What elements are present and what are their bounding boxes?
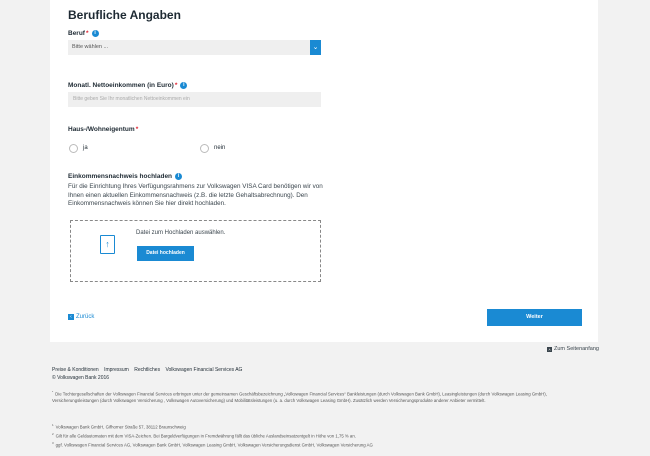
- footnote: $^1$ Volkswagen Bank GmbH, Gifhorner Straße 57, 38112 Braunschweig: [52, 423, 186, 430]
- footnote: $^3$ ggf. Volkswagen Financial Services AG, Volkswagen Bank GmbH, Volkswagen Leasing GmbH, Volkswagen Versicherungsdienst GmbH, Volkswagen Versicherung AG: [52, 441, 373, 448]
- einkommen-input[interactable]: Bitte geben Sie Ihr monatlichen Nettoeinkommen ein: [68, 92, 321, 107]
- footer-link[interactable]: Volkswagen Financial Services AG: [165, 367, 243, 373]
- drop-text: Datei zum Hochladen auswählen.: [136, 230, 226, 236]
- back-link[interactable]: ‹ Zurück: [68, 314, 94, 320]
- radio-ja[interactable]: [69, 144, 78, 153]
- next-button[interactable]: Weiter: [487, 309, 582, 326]
- footer-link[interactable]: Rechtliches: [134, 367, 161, 373]
- info-icon[interactable]: i: [92, 30, 99, 37]
- chevron-down-icon[interactable]: ⌄: [310, 40, 321, 55]
- file-upload-icon: ↑: [100, 235, 115, 254]
- footnote: * Die Tochtergesellschaften der Volkswagen Financial Services erbringen unter der gemeinsamen Geschäftsbezeichnung „Volkswagen Financial Services“ Bankleistungen (durch Volkswagen Bank GmbH), Leasingleistungen (durch Volkswagen Leasing GmbH), Versicherungsleistungen (durch Volkswagen Versicherung , Volkswagen Autoversicherung) und Mobilitätsleistungen (u. a. durch Volkswagen Leasing GmbH). Zusätzlich werden Versicherungsprodukte anderer Anbieter vermittelt.: [52, 390, 547, 404]
- info-icon[interactable]: i: [175, 173, 182, 180]
- radio-ja-label: ja: [83, 145, 88, 151]
- footer-link[interactable]: Preise & Konditionen: [52, 367, 99, 373]
- beruf-select[interactable]: Bitte wählen ... ⌄: [68, 40, 321, 55]
- to-top-link[interactable]: ˄ Zum Seitenanfang: [548, 346, 599, 352]
- nachweis-label: Einkommensnachweis hochladen i: [68, 173, 182, 180]
- footer-link[interactable]: Impressum: [104, 367, 129, 373]
- copyright: © Volkswagen Bank 2016: [52, 375, 110, 381]
- haus-label: Haus-/Wohneigentum *: [68, 126, 139, 133]
- arrow-left-icon: ‹: [68, 314, 74, 320]
- radio-nein-label: nein: [214, 145, 226, 151]
- page-title: Berufliche Angaben: [68, 8, 181, 22]
- beruf-label: Beruf * i: [68, 30, 99, 37]
- arrow-up-icon: ˄: [548, 346, 551, 352]
- upload-dropzone[interactable]: [70, 220, 321, 282]
- nachweis-description: Für die Einrichtung Ihres Verfügungsrahmens zur Volkswagen VISA Card benötigen wir von Ihnen einen aktuellen Einkommensnachweis (z.B. die letzte Gehaltsabrechnung). Den Einkommensnachweis können Sie hier direkt hochladen.: [68, 183, 323, 207]
- info-icon[interactable]: i: [180, 82, 187, 89]
- footer-links: [52, 367, 246, 373]
- form-card: [50, 0, 598, 342]
- upload-button[interactable]: Datei hochladen: [137, 246, 194, 261]
- einkommen-label: Monatl. Nettoeinkommen (in Euro) * i: [68, 82, 187, 89]
- radio-nein[interactable]: [200, 144, 209, 153]
- footnote: $^2$ Gilt für alle Geldautomaten mit dem VISA-Zeichen. Bei Bargeldverfügungen in Fremdwährung fällt das übliche Auslandseinsatzentgelt in Höhe von 1,75 % an.: [52, 432, 356, 439]
